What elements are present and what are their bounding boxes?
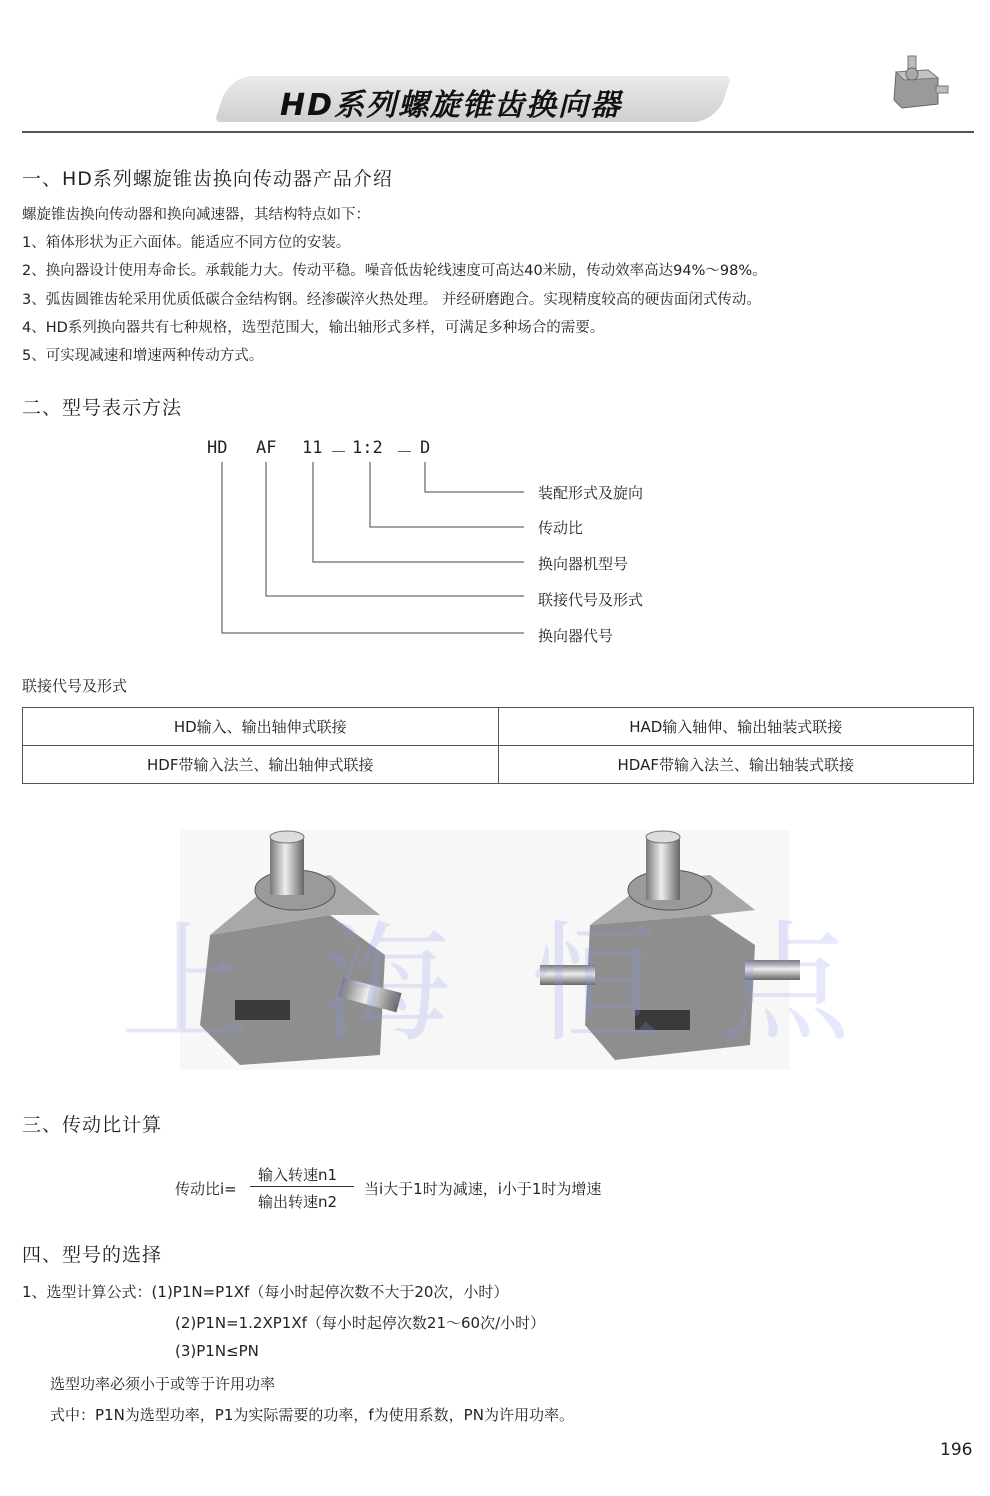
connection-table [22, 707, 974, 784]
selection-legend: 式中：P1N为选型功率，P1为实际需要的功率，f为使用系数，PN为许用功率。 [50, 1406, 574, 1424]
code-part-d: D [420, 438, 431, 458]
table-cell: HDF带输入法兰、输出轴伸式联接 [23, 746, 499, 784]
code-part-dash: － [330, 443, 347, 463]
table-cell: HAD输入轴伸、输出轴装式联接 [498, 708, 974, 746]
formula-note: 当i大于1时为减速，i小于1时为增速 [364, 1180, 602, 1198]
connection-table-title: 联接代号及形式 [22, 677, 128, 695]
section2-heading: 二、型号表示方法 [22, 397, 183, 419]
table-cell: HDAF带输入法兰、输出轴装式联接 [498, 746, 974, 784]
list-item: 3、弧齿圆锥齿轮采用优质低碳合金结构钢。经渗碳淬火热处理。 并经研磨跑合。实现精度较高的硬齿面闭式传动。 [22, 292, 761, 308]
label-model-size: 换向器机型号 [538, 555, 629, 573]
list-item: 2、换向器设计使用寿命长。承载能力大。传动平稳。噪音低齿轮线速度可高达40米励，传动效率高达94%～98%。 [22, 263, 767, 279]
code-part-dash: － [396, 443, 413, 463]
page-title: HD系列螺旋锥齿换向器 [280, 88, 623, 123]
section1-heading: 一、HD系列螺旋锥齿换向传动器产品介绍 [22, 168, 393, 190]
code-part-hd: HD [207, 438, 228, 458]
watermark-char: 恒 [530, 908, 661, 1060]
label-series-code: 换向器代号 [538, 627, 614, 645]
watermark-char: 点 [720, 908, 851, 1060]
formula-denominator: 输出转速n2 [258, 1193, 338, 1211]
label-assembly-form: 装配形式及旋向 [538, 484, 644, 502]
label-ratio: 传动比 [538, 519, 584, 537]
table-row [23, 746, 974, 784]
code-part-ratio: 1:2 [352, 438, 383, 458]
fraction-bar [250, 1186, 354, 1187]
list-item: 1、箱体形状为正六面体。能适应不同方位的安装。 [22, 235, 351, 251]
selection-formula-2: (2)P1N=1.2XP1Xf（每小时起停次数21～60次/小时） [175, 1314, 546, 1332]
selection-formula-3: (3)P1N≤PN [175, 1342, 259, 1360]
selection-formula-1: 1、选型计算公式：(1)P1N=P1Xf（每小时起停次数不大于20次，小时） [22, 1283, 509, 1301]
formula-numerator: 输入转速n1 [258, 1166, 338, 1184]
section3-heading: 三、传动比计算 [22, 1114, 163, 1136]
watermark-char: 上 [120, 908, 251, 1060]
code-part-af: AF [256, 438, 277, 458]
formula-label: 传动比i= [175, 1180, 237, 1198]
page-number: 196 [940, 1440, 973, 1460]
table-cell: HD输入、输出轴伸式联接 [23, 708, 499, 746]
watermark-char: 海 [320, 908, 451, 1060]
code-part-size: 11 [302, 438, 323, 458]
list-item: 4、HD系列换向器共有七种规格，选型范围大，输出轴形式多样，可满足多种场合的需要。 [22, 320, 605, 336]
section4-heading: 四、型号的选择 [22, 1244, 163, 1266]
selection-note: 选型功率必须小于或等于许用功率 [50, 1375, 276, 1393]
table-row [23, 708, 974, 746]
section1-intro: 螺旋锥齿换向传动器和换向减速器，其结构特点如下： [22, 207, 370, 223]
list-item: 5、可实现减速和增速两种传动方式。 [22, 348, 264, 364]
label-connection: 联接代号及形式 [538, 591, 644, 609]
code-leader-lines [0, 0, 990, 660]
